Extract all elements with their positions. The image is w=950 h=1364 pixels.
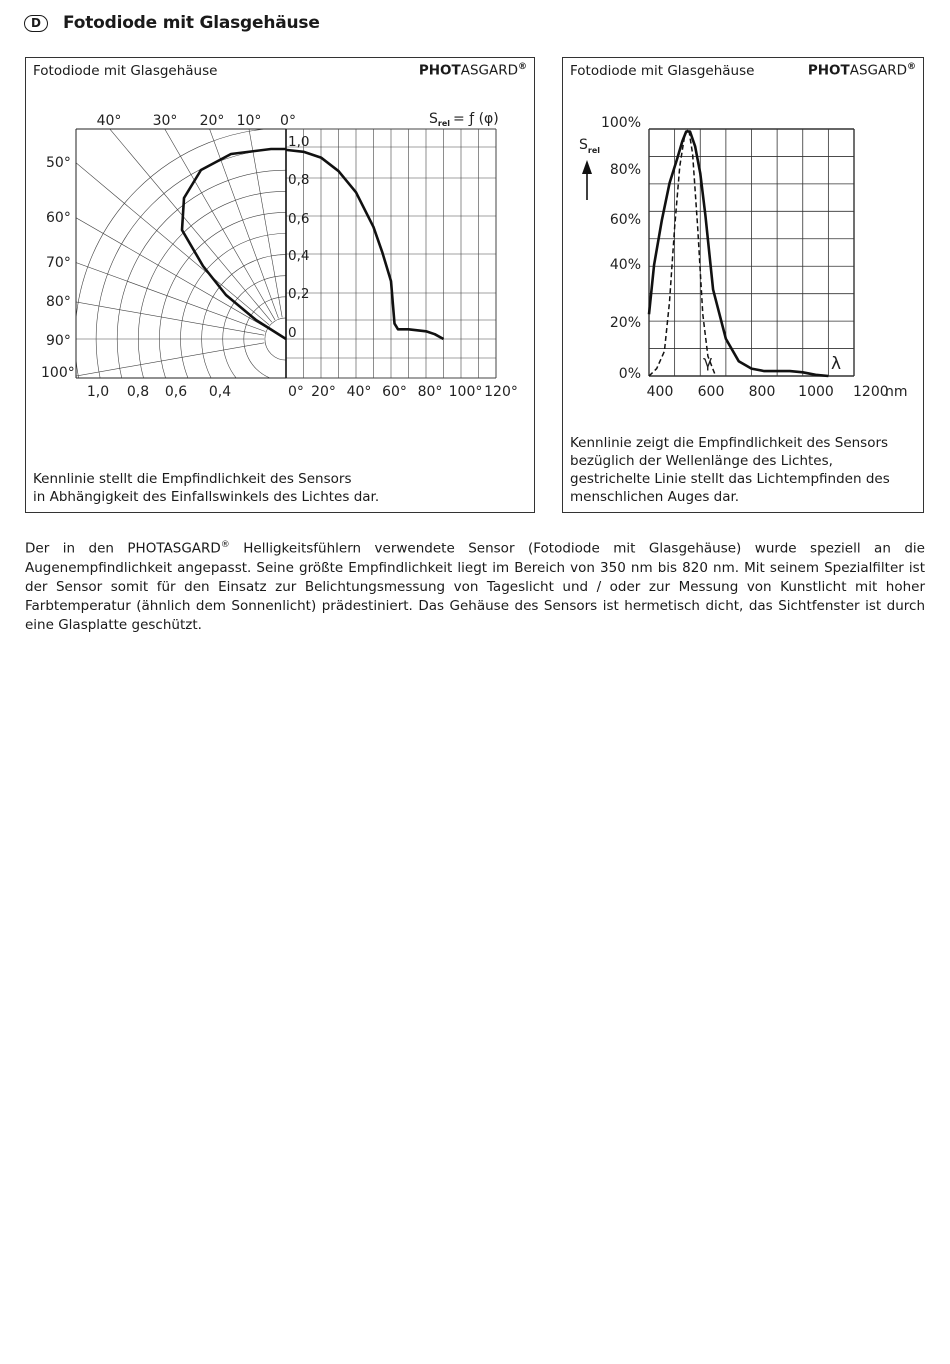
spectral-chart-caption — [570, 434, 890, 506]
x-tick-label: 100° — [448, 384, 483, 400]
axis-labels — [601, 115, 908, 400]
angle-tick-label: 30° — [152, 113, 178, 129]
y-tick-label: 0% — [618, 366, 641, 382]
x-tick-label: 40° — [346, 384, 372, 400]
angle-tick-label: 40° — [96, 113, 122, 129]
y-tick-label: 60% — [609, 212, 641, 228]
x-tick-label: 800 — [748, 384, 776, 400]
brand-bold: PHOT — [418, 62, 461, 79]
angle-chart-panel — [25, 57, 535, 513]
x-tick-label: 1200 — [853, 384, 889, 400]
polar-radial — [217, 58, 283, 317]
y-axis-label: $S_{rel}$ — [579, 137, 601, 155]
brand-bold: PHOT — [807, 62, 850, 79]
page-header — [24, 10, 320, 36]
caption-line: Kennlinie zeigt die Empfindlichkeit des Sensors — [570, 435, 889, 451]
x-tick-label: 0° — [288, 384, 304, 400]
angle-chart — [26, 58, 536, 514]
y-tick-label: 80% — [609, 162, 641, 178]
formula-label: $S_{rel}$ = ƒ (φ) — [429, 111, 499, 128]
lambda-label: λ — [831, 354, 842, 374]
caption-line: bezüglich der Wellenlänge des Lichtes, — [570, 453, 833, 469]
angle-tick-label: 10° — [236, 113, 262, 129]
polar-radial — [86, 58, 275, 320]
registered-mark: ® — [220, 540, 230, 550]
y-tick-label: 0,8 — [288, 172, 310, 188]
x-tick-label: 80° — [417, 384, 443, 400]
y-tick-label: 0,2 — [288, 286, 310, 302]
brand-rest: ASGARD — [460, 62, 518, 79]
x-tick-label: 600 — [697, 384, 725, 400]
gamma-label: γ — [703, 352, 713, 371]
y-tick-label: 1,0 — [288, 134, 310, 150]
angle-side-label: 100° — [41, 365, 75, 381]
spectral-chart-panel — [562, 57, 924, 513]
x-tick-label: 20° — [311, 384, 336, 400]
x-tick-label: 120° — [484, 384, 518, 400]
brand-mark: ® — [518, 62, 527, 72]
caption-line: in Abhängigkeit des Einfallswinkels des Lichtes dar. — [33, 489, 380, 505]
y-tick-label: 20% — [609, 315, 641, 331]
x-tick-label: 400 — [646, 384, 674, 400]
caption-line: Kennlinie stellt die Empfindlichkeit des Sensors — [33, 471, 352, 487]
angle-tick-label: 0° — [280, 113, 296, 129]
y-tick-label: 100% — [600, 115, 641, 131]
angle-side-label: 60° — [46, 210, 71, 226]
angle-side-label: 80° — [46, 294, 71, 310]
radius-tick-label: 1,0 — [86, 384, 110, 400]
angle-side-label: 50° — [46, 155, 71, 171]
section-badge: D — [24, 15, 48, 32]
brand-mark: ® — [907, 62, 916, 72]
panel-title: Fotodiode mit Glasgehäuse — [570, 63, 755, 79]
x-tick-label: 1000 — [798, 384, 834, 400]
y-tick-label: 0 — [288, 325, 297, 341]
polar-radial — [29, 58, 272, 322]
radius-tick-label: 0,6 — [164, 384, 188, 400]
angle-chart-caption — [33, 470, 379, 506]
rect-grid — [286, 129, 496, 378]
polar-curve — [182, 149, 286, 339]
caption-line: gestrichelte Linie stellt das Lichtempfinden des — [570, 471, 890, 487]
brand-rest: ASGARD — [849, 62, 907, 79]
grid — [649, 129, 854, 376]
sensitivity-curves — [182, 149, 444, 339]
eye-curve — [649, 129, 716, 376]
radius-tick-label: 0,4 — [208, 384, 232, 400]
y-tick-label: 40% — [609, 257, 641, 273]
angle-side-label: 70° — [46, 255, 71, 271]
paragraph-rest: Helligkeitsfühlern verwendete Sensor (Fotodiode mit Glasgehäuse) wurde speziell an die Augenempfindlichkeit angepasst. Seine größte Empfindlichkeit liegt im Bereich von 350 nm bis 820 nm. Mit seinem Spezialfilter ist der Sensor somit für den Einsatz zur Belichtungsmessung von Tageslicht und / oder zur Messung von Kunstlicht mit hoher Farbtemperatur (ähnlich dem Sonnenlicht) prädestiniert. Das Gehäuse des Sensors ist hermetisch dicht, das Sichtfenster ist durch eine Glasplatte geschützt. — [25, 540, 925, 633]
arrow-up-icon — [582, 160, 592, 174]
x-unit-label: nm — [885, 384, 908, 400]
description-paragraph — [25, 536, 925, 635]
x-tick-label: 60° — [382, 384, 407, 400]
paragraph-start: Der in den PHOTASGARD — [25, 540, 221, 557]
axis-labels — [41, 113, 518, 400]
caption-line: menschlichen Auges dar. — [570, 489, 740, 505]
panel-title: Fotodiode mit Glasgehäuse — [33, 63, 218, 79]
radius-tick-label: 0,8 — [126, 384, 150, 400]
y-tick-label: 0,4 — [288, 248, 310, 264]
spectral-curves — [649, 129, 828, 376]
angle-side-label: 90° — [46, 333, 71, 349]
y-tick-label: 0,6 — [288, 211, 310, 227]
angle-tick-label: 20° — [199, 113, 225, 129]
page-title: Fotodiode mit Glasgehäuse — [63, 13, 320, 33]
sensor-curve — [649, 132, 828, 377]
